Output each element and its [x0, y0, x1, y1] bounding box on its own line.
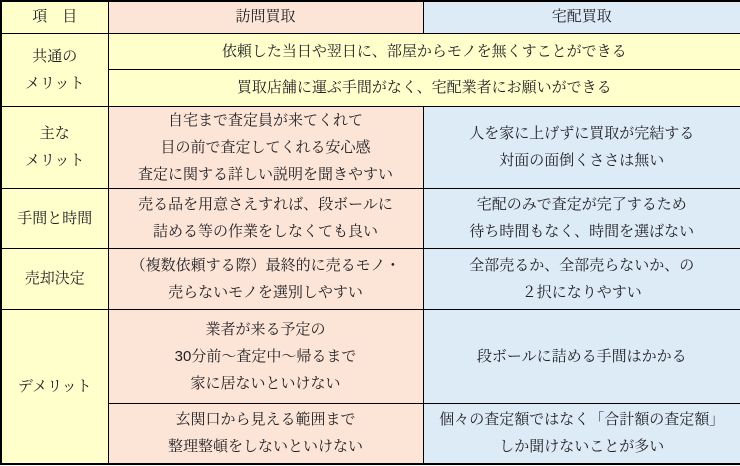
text-line: 査定に関する詳しい説明を聞きやすい: [137, 165, 393, 183]
cell-sale-decision-label: [1, 248, 108, 309]
cell-main-merit-homon: [108, 106, 423, 188]
cell-time-effort-label: [1, 188, 108, 248]
table-row-demerit-1: [1, 309, 740, 403]
text-line: 目の前で査定してくれる安心感: [160, 138, 371, 156]
text-line: 宅配のみで査定が完了するため: [476, 196, 687, 213]
text-line: ２択になりやすい: [521, 283, 642, 301]
text-line: 全部売るか、全部売らないか、の: [469, 256, 695, 274]
table-row-header: [1, 1, 740, 33]
header-homon-label: 訪問買取: [235, 8, 296, 26]
text-line: メリット: [25, 74, 85, 92]
text-line: 段ボールに詰める手間はかかる: [476, 347, 687, 365]
text-line: 主な: [39, 125, 70, 142]
header-cell-item: [1, 1, 108, 33]
table-row-common-merit-2: [1, 69, 740, 106]
cell-demerit-1-takuhai: [423, 309, 740, 403]
text-line: 対面の面倒くささは無い: [499, 152, 665, 169]
text-line: 人を家に上げずに買取が完結する: [469, 125, 695, 142]
text-line: 買取店舗に運ぶ手間がなく、宅配業者にお願いができる: [236, 79, 612, 96]
text-line: 玄関口から見える範囲まで: [175, 411, 356, 429]
table-row-time-effort: [1, 188, 740, 248]
text-line: 詰める等の作業をしなくても良い: [152, 223, 378, 240]
header-cell-takuhai: [423, 1, 740, 33]
table-row-sale-decision: [1, 248, 740, 309]
cell-time-effort-homon: [108, 188, 423, 248]
text-line: 売らないモノを選別しやすい: [168, 283, 363, 301]
cell-sale-decision-homon: [108, 248, 423, 309]
text-line: 30分前～査定中～帰るまで: [174, 347, 357, 365]
text-line: 売却決定: [24, 270, 85, 287]
cell-demerit-2-takuhai: [423, 403, 740, 464]
table-row-main-merit: [1, 106, 740, 188]
table-row-demerit-2: [1, 403, 740, 464]
cell-main-merit-takuhai: [423, 106, 740, 188]
header-cell-homon: [108, 1, 423, 33]
cell-main-merit-label: [1, 106, 108, 188]
text-line: （複数依頼する際）最終的に売るモノ・: [130, 256, 401, 274]
text-line: 共通の: [32, 47, 78, 65]
header-takuhai-label: 宅配買取: [551, 8, 612, 26]
text-line: 待ち時間もなく、時間を選ばない: [469, 223, 695, 240]
cell-time-effort-takuhai: [423, 188, 740, 248]
text-line: 手間と時間: [17, 209, 93, 227]
text-line: 整理整頓をしないといけない: [167, 438, 363, 456]
text-line: 個々の査定額ではなく「合計額の査定額」: [439, 411, 725, 429]
cell-demerit-2-homon: [108, 403, 423, 464]
text-line: 依頼した当日や翌日に、部屋からモノを無くすことができる: [221, 42, 627, 60]
cell-demerit-1-homon: [108, 309, 423, 403]
text-line: 家に居ないといけない: [190, 374, 341, 392]
text-line: デメリット: [17, 377, 92, 395]
cell-common-merit-2: [108, 69, 740, 106]
cell-common-merit-1: [108, 33, 740, 69]
text-line: 売る品を用意さえすれば、段ボールに: [138, 196, 393, 213]
header-item-label: 項 目: [32, 8, 78, 26]
text-line: メリット: [25, 152, 85, 169]
cell-common-merit-label: [1, 33, 108, 106]
text-line: しか聞けないことが多い: [499, 438, 665, 456]
cell-sale-decision-takuhai: [423, 248, 740, 309]
text-line: 自宅まで査定員が来てくれて: [167, 111, 363, 129]
text-line: 業者が来る予定の: [205, 320, 326, 338]
cell-demerit-label: [1, 309, 108, 464]
table-row-common-merit-1: [1, 33, 740, 69]
